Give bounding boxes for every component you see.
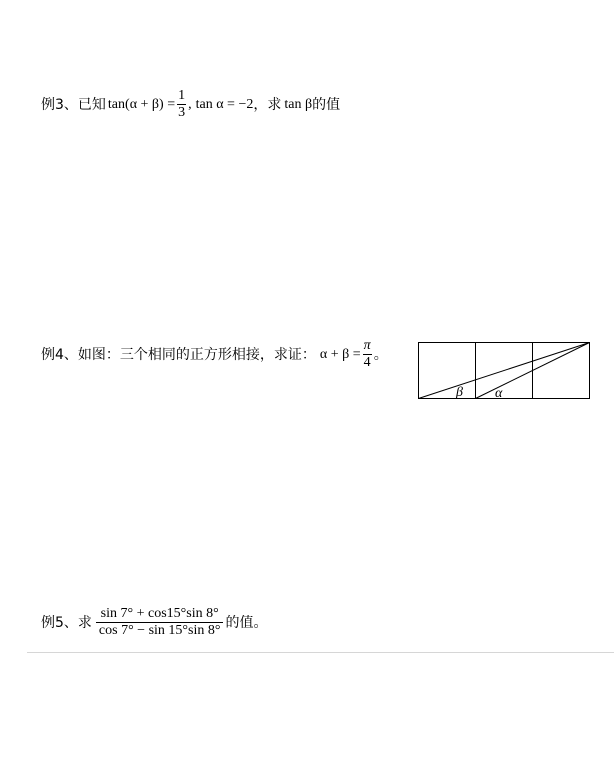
fraction-denominator: 4 xyxy=(363,355,371,370)
example-4 xyxy=(41,338,388,371)
example-3-target: tan β xyxy=(284,96,313,112)
example-3 xyxy=(41,88,340,121)
example-3-separator: , xyxy=(188,96,192,112)
example-5 xyxy=(41,606,267,639)
example-4-expression: α + β = xyxy=(319,346,361,362)
example-3-ask: 求 xyxy=(267,96,282,113)
diagonal-line-beta xyxy=(419,343,590,399)
square-1 xyxy=(419,343,476,399)
three-squares-figure xyxy=(416,340,594,402)
example-3-tail: 的值 xyxy=(312,96,341,113)
example-3-condition: tan α = −2 xyxy=(195,96,254,112)
fraction-numerator: sin 7° + cos15°sin 8° xyxy=(100,606,219,621)
angle-alpha-label: α xyxy=(495,386,503,401)
example-5-ask: 求 xyxy=(77,614,92,631)
fraction-numerator: 1 xyxy=(178,88,186,103)
fraction-numerator: π xyxy=(363,338,371,353)
example-3-label: 例3、 xyxy=(41,96,78,113)
fraction-denominator: 3 xyxy=(178,105,186,120)
example-3-lhs: tan(α + β) = xyxy=(107,96,176,112)
angle-beta-label: β xyxy=(456,385,463,400)
fraction-pi-over-four xyxy=(363,338,372,371)
example-3-comma: ， xyxy=(253,96,268,113)
fraction-denominator: cos 7° − sin 15°sin 8° xyxy=(96,622,224,639)
trig-fraction xyxy=(96,606,224,639)
horizontal-divider xyxy=(27,652,614,653)
example-5-tail: 的值。 xyxy=(225,614,268,631)
example-4-label: 例4、 xyxy=(41,346,78,363)
example-4-text: 如图：三个相同的正方形相接，求证： xyxy=(77,346,316,363)
example-4-end: 。 xyxy=(373,346,388,363)
square-3 xyxy=(533,343,590,399)
example-3-known: 已知 xyxy=(77,96,106,113)
example-5-label: 例5、 xyxy=(41,614,78,631)
fraction-one-third xyxy=(177,88,186,121)
